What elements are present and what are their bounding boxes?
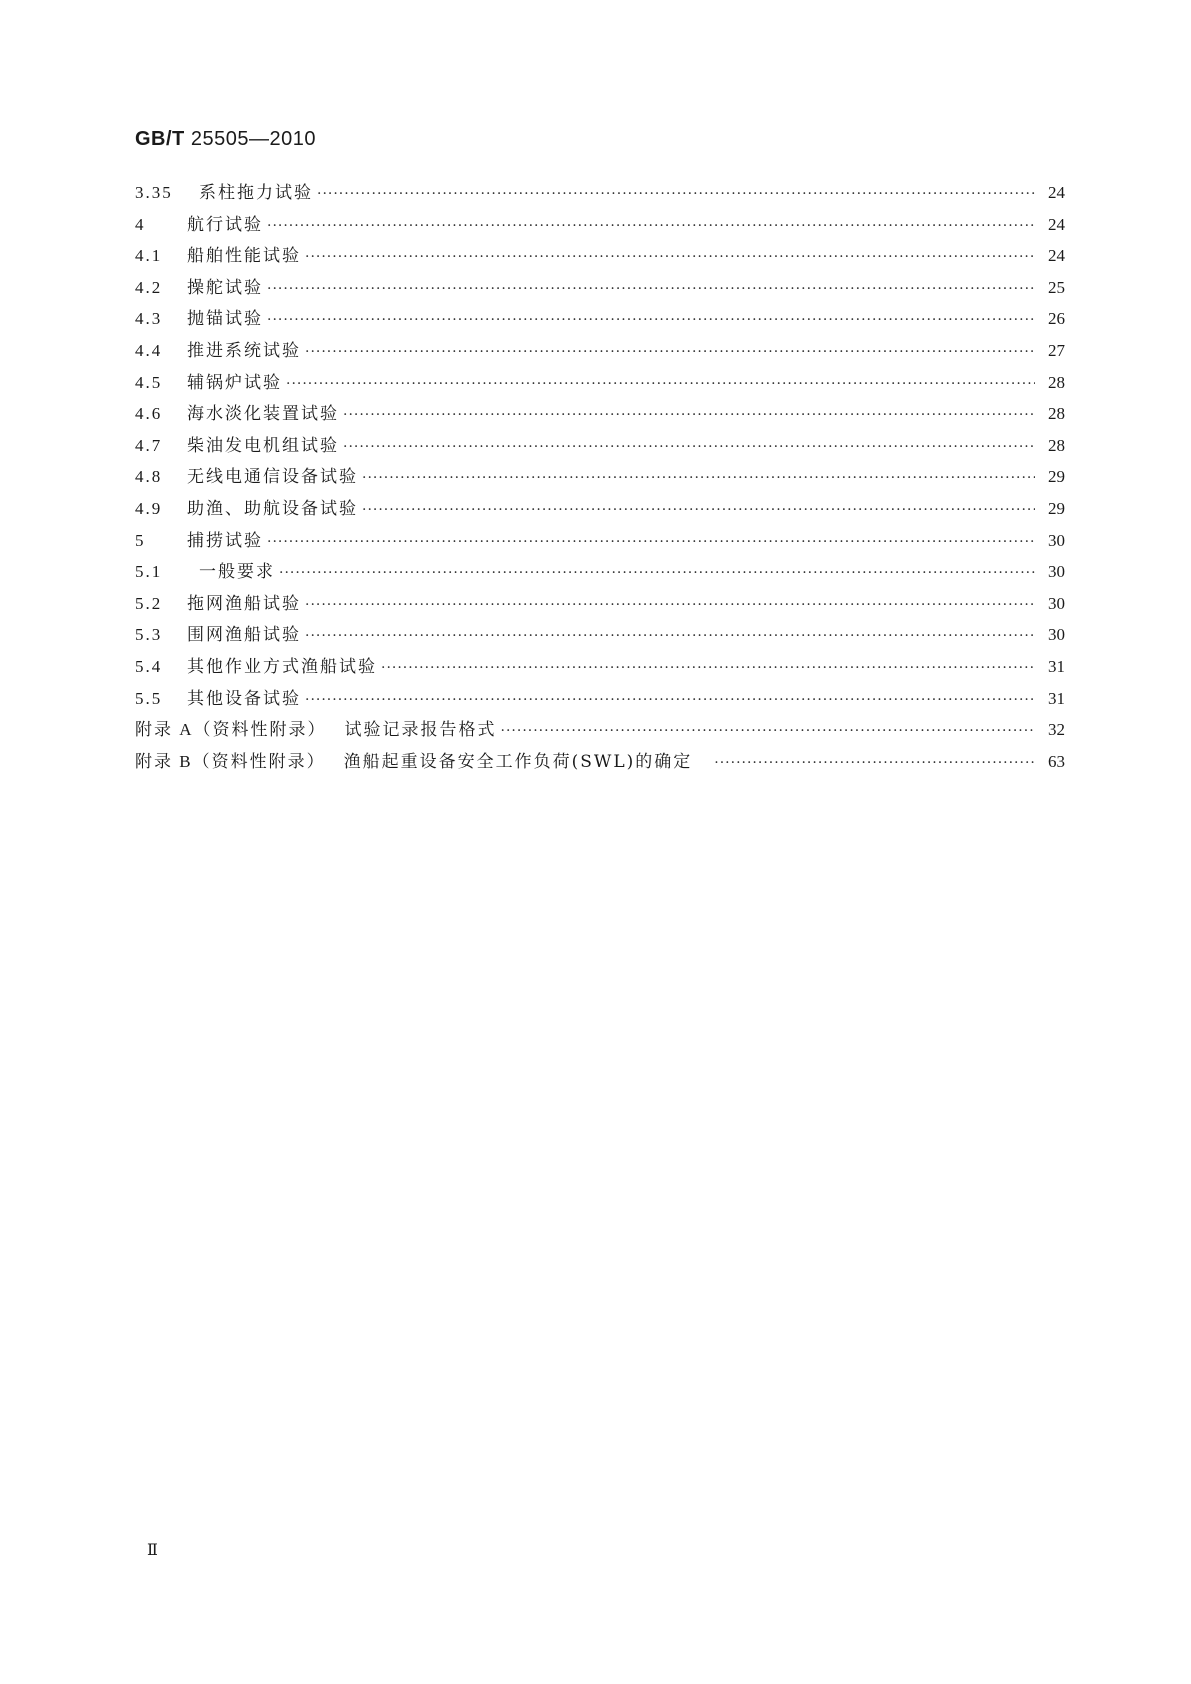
dot-leader	[343, 436, 1035, 456]
toc-number: 4.2	[135, 277, 163, 297]
toc-entry-appendix-b[interactable]	[135, 747, 1065, 779]
dot-leader	[305, 594, 1035, 614]
toc-number: 4.1	[135, 246, 163, 266]
toc-title: 助渔、助航设备试验	[187, 498, 358, 519]
toc-entry-3-35[interactable]	[135, 178, 1065, 210]
toc-title: 其他设备试验	[187, 688, 301, 709]
standard-number: 25505—2010	[190, 128, 316, 150]
toc-page: 25	[1048, 277, 1065, 297]
dot-leader	[305, 625, 1035, 645]
toc-page: 24	[1048, 183, 1065, 202]
toc-entry-5[interactable]	[135, 526, 1065, 558]
toc-title: 操舵试验	[187, 277, 263, 298]
toc-page: 28	[1048, 372, 1065, 392]
toc-title: 无线电通信设备试验	[187, 467, 358, 488]
table-of-contents	[135, 178, 1065, 778]
toc-entry-4-3[interactable]	[135, 304, 1065, 336]
toc-title: 海水淡化装置试验	[187, 404, 339, 425]
page-number: Ⅱ	[147, 1542, 158, 1559]
toc-entry-5-4[interactable]	[135, 652, 1065, 684]
toc-page: 29	[1048, 467, 1065, 487]
toc-page: 63	[1048, 751, 1065, 771]
toc-title: 试验记录报告格式	[344, 720, 497, 741]
dot-leader	[317, 183, 1035, 203]
toc-page: 30	[1048, 562, 1065, 582]
toc-entry-appendix-a[interactable]	[135, 715, 1065, 747]
toc-page: 28	[1048, 404, 1065, 424]
dot-leader	[305, 341, 1035, 361]
toc-number: 4.8	[135, 467, 163, 487]
toc-number: 5.5	[135, 688, 163, 708]
toc-number: 4	[135, 214, 146, 234]
toc-page: 24	[1048, 214, 1065, 234]
toc-page: 30	[1048, 530, 1065, 550]
toc-page: 30	[1048, 593, 1065, 613]
toc-title: 一般要求	[199, 562, 275, 583]
dot-leader	[343, 404, 1035, 424]
toc-title: 渔船起重设备安全工作负荷(SWL)的确定	[343, 751, 693, 772]
toc-title: 其他作业方式渔船试验	[187, 656, 377, 677]
toc-title: 系柱拖力试验	[199, 183, 313, 203]
toc-number: 4.3	[135, 309, 163, 329]
toc-title: 围网渔船试验	[187, 625, 301, 646]
toc-entry-4-9[interactable]	[135, 494, 1065, 526]
dot-leader	[362, 467, 1035, 487]
toc-number: 5.2	[135, 593, 163, 613]
toc-number: 5	[135, 530, 146, 550]
toc-number: 5.3	[135, 625, 163, 645]
dot-leader	[305, 246, 1035, 266]
toc-entry-5-3[interactable]	[135, 620, 1065, 652]
toc-page: 24	[1048, 246, 1065, 266]
toc-number: 附录 A（资料性附录）	[135, 720, 327, 740]
toc-title: 捕捞试验	[187, 530, 263, 551]
toc-entry-5-1[interactable]	[135, 557, 1065, 589]
toc-title: 船舶性能试验	[187, 246, 301, 267]
dot-leader	[305, 689, 1035, 709]
toc-title: 辅锅炉试验	[187, 372, 282, 393]
toc-entry-4-7[interactable]	[135, 431, 1065, 463]
toc-number: 5.4	[135, 656, 163, 676]
toc-entry-4-1[interactable]	[135, 241, 1065, 273]
toc-page: 29	[1048, 498, 1065, 518]
toc-number: 4.4	[135, 340, 163, 360]
toc-title: 柴油发电机组试验	[187, 435, 339, 456]
toc-title: 抛锚试验	[187, 309, 263, 330]
toc-page: 27	[1048, 340, 1065, 360]
toc-number: 4.7	[135, 435, 163, 455]
dot-leader	[267, 531, 1035, 551]
toc-entry-4-5[interactable]	[135, 368, 1065, 400]
document-header	[135, 128, 316, 151]
toc-number: 3.35	[135, 183, 173, 202]
dot-leader	[714, 752, 1035, 772]
toc-number: 4.9	[135, 498, 163, 518]
toc-page: 31	[1048, 656, 1065, 676]
toc-entry-4-2[interactable]	[135, 273, 1065, 305]
standard-code: GB/T	[135, 128, 185, 150]
dot-leader	[362, 499, 1035, 519]
toc-entry-4-6[interactable]	[135, 399, 1065, 431]
dot-leader	[267, 278, 1035, 298]
toc-entry-4[interactable]	[135, 210, 1065, 242]
toc-title: 航行试验	[187, 214, 263, 235]
toc-number: 5.1	[135, 562, 163, 582]
toc-number: 附录 B（资料性附录）	[135, 751, 326, 771]
toc-title: 推进系统试验	[187, 340, 301, 361]
dot-leader	[286, 373, 1035, 393]
dot-leader	[381, 657, 1035, 677]
toc-page: 26	[1048, 309, 1065, 329]
toc-entry-4-8[interactable]	[135, 462, 1065, 494]
dot-leader	[267, 309, 1035, 329]
toc-page: 32	[1048, 720, 1065, 740]
toc-page: 30	[1048, 625, 1065, 645]
dot-leader	[501, 720, 1035, 740]
toc-number: 4.6	[135, 404, 163, 424]
toc-page: 31	[1048, 688, 1065, 708]
toc-number: 4.5	[135, 372, 163, 392]
dot-leader	[279, 562, 1035, 582]
toc-page: 28	[1048, 435, 1065, 455]
toc-entry-5-5[interactable]	[135, 684, 1065, 716]
toc-title: 拖网渔船试验	[187, 593, 301, 614]
toc-entry-5-2[interactable]	[135, 589, 1065, 621]
dot-leader	[267, 215, 1035, 235]
toc-entry-4-4[interactable]	[135, 336, 1065, 368]
